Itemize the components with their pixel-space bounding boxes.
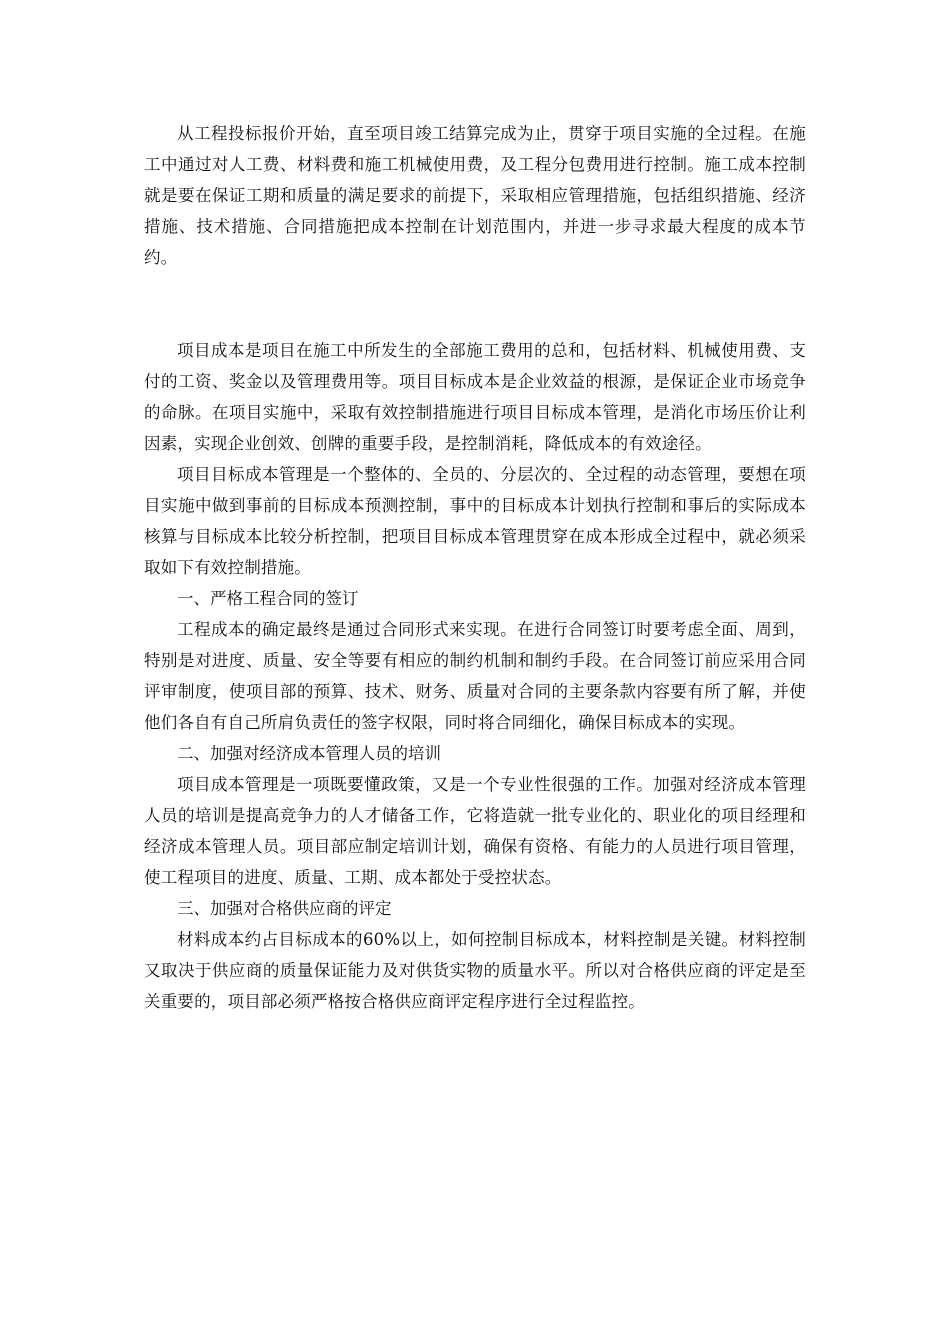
section-heading-contract: 一、严格工程合同的签订 xyxy=(177,589,359,608)
section-heading-supplier: 三、加强对合格供应商的评定 xyxy=(177,899,392,918)
document-page xyxy=(144,118,806,1017)
paragraph-target-cost-management: 项目目标成本管理是一个整体的、全员的、分层次的、全过程的动态管理，要想在项目实施中做到事前的目标成本预测控制，事中的目标成本计划执行控制和事后的实际成本核算与目标成本比较分析控制，把项目目标成本管理贯穿在成本形成全过程中，就必须采取如下有效控制措施。 xyxy=(144,465,806,577)
paragraph-training: 项目成本管理是一项既要懂政策，又是一个专业性很强的工作。加强对经济成本管理人员的培训是提高竞争力的人才储备工作，它将造就一批专业化的、职业化的项目经理和经济成本管理人员。项目部应制定培训计划，确保有资格、有能力的人员进行项目管理，使工程项目的进度、质量、工期、成本都处于受控状态。 xyxy=(144,775,806,887)
paragraph-supplier: 材料成本约占目标成本的60%以上，如何控制目标成本，材料控制是关键。材料控制又取决于供应商的质量保证能力及对供货实物的质量水平。所以对合格供应商的评定是至关重要的，项目部必须严格按合格供应商评定程序进行全过程监控。 xyxy=(144,930,806,1011)
paragraph-project-cost-definition: 项目成本是项目在施工中所发生的全部施工费用的总和，包括材料、机械使用费、支付的工资、奖金以及管理费用等。项目目标成本是企业效益的根源，是保证企业市场竞争的命脉。在项目实施中，采取有效控制措施进行项目目标成本管理，是消化市场压价让利因素，实现企业创效、创牌的重要手段，是控制消耗，降低成本的有效途径。 xyxy=(144,341,806,453)
section-heading-training: 二、加强对经济成本管理人员的培训 xyxy=(177,744,441,763)
paragraph-cost-control-scope: 从工程投标报价开始，直至项目竣工结算完成为止，贯穿于项目实施的全过程。在施工中通过对人工费、材料费和施工机械使用费，及工程分包费用进行控制。施工成本控制就是要在保证工期和质量的满足要求的前提下，采取相应管理措施，包括组织措施、经济措施、技术措施、合同措施把成本控制在计划范围内，并进一步寻求最大程度的成本节约。 xyxy=(144,124,806,267)
paragraph-gap xyxy=(144,273,806,335)
paragraph-contract: 工程成本的确定最终是通过合同形式来实现。在进行合同签订时要考虑全面、周到，特别是对进度、质量、安全等要有相应的制约机制和制约手段。在合同签订前应采用合同评审制度，使项目部的预算、技术、财务、质量对合同的主要条款内容要有所了解，并使他们各自有自己所肩负责任的签字权限，同时将合同细化，确保目标成本的实现。 xyxy=(144,620,806,732)
